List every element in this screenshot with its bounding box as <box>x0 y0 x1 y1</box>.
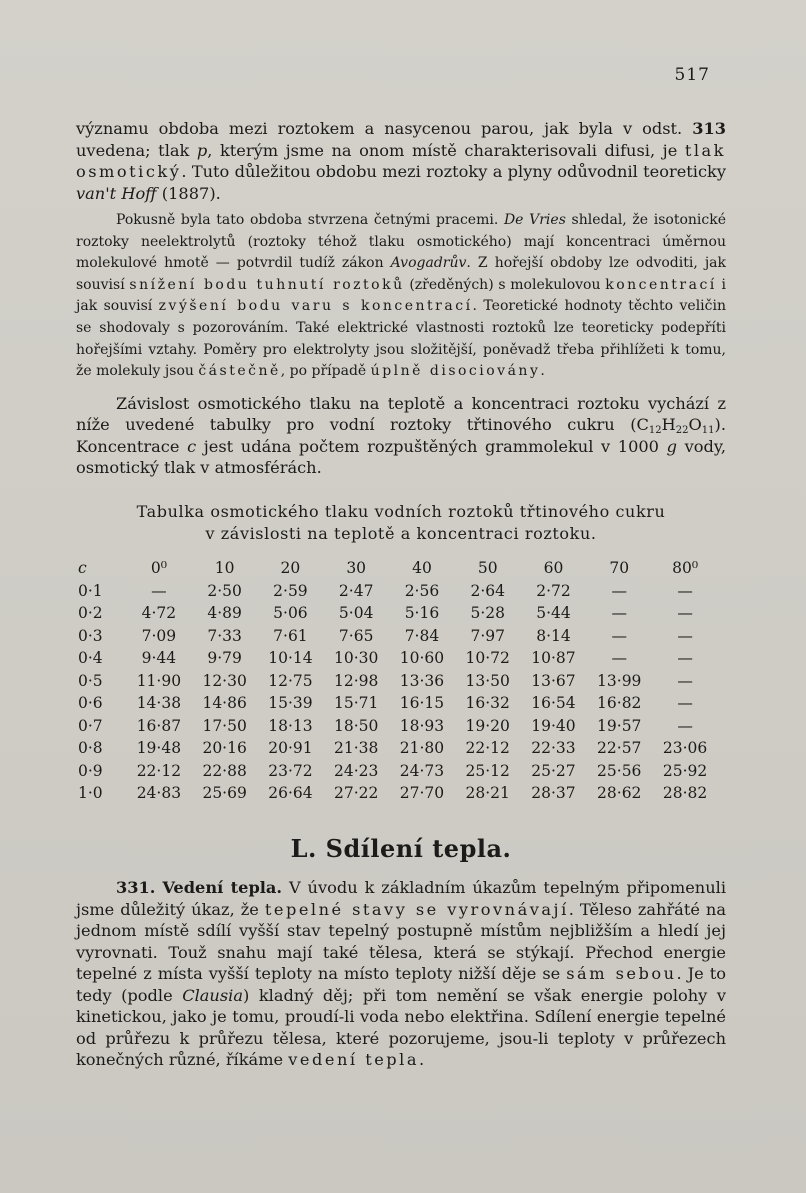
pressure-cell: 13·99 <box>597 671 642 690</box>
pressure-cell: 25·12 <box>465 761 510 780</box>
pressure-cell: 26·64 <box>268 784 313 802</box>
pressure-cell: — <box>677 581 693 600</box>
pressure-cell: 18·93 <box>399 716 445 735</box>
column-header-temp: 30 <box>346 559 367 577</box>
pressure-cell: 7·09 <box>141 626 177 645</box>
table-row <box>78 759 718 782</box>
pressure-cell: 22·33 <box>531 739 576 757</box>
paragraph-2: Pokusně byla tato obdoba stvrzena četnými pracemi. De Vries shledal, že isotonické roztoky neelektrolytů (roztoky téhož tlaku osmotického) mají koncentraci úměrnou molekulové hmotě — potvrdil tudíž zákon Avogadrův. Z hořejší obdoby lze odvoditi, jak souvisí snížení bodu tuhnutí roztoků (zředěných) s molekulovou koncentrací i jak souvisí zvýšení bodu varu s koncentrací. Teoretické hodnoty těchto veličin se shodovaly s pozorováním. Také elektrické vlastnosti roztoků lze teoreticky podepříti hořejšími vztahy. Poměry pro elektrolyty jsou složitější, poněvadž třeba přihlížeti k tomu, že molekuly jsou částečně, po případě úplně disociovány. <box>76 212 726 380</box>
pressure-cell: — <box>677 716 693 735</box>
table-row <box>78 669 718 692</box>
pressure-cell: 25·56 <box>597 761 642 780</box>
pressure-cell: 12·98 <box>333 671 379 690</box>
pressure-cell: — <box>611 604 627 622</box>
table-row <box>78 714 718 737</box>
pressure-cell: 17·50 <box>202 716 247 735</box>
pressure-cell: 25·69 <box>202 784 247 802</box>
pressure-cell: 9·79 <box>207 649 242 667</box>
column-header-temp: 60 <box>543 559 564 577</box>
pressure-cell: 19·57 <box>597 716 642 735</box>
pressure-cell: 5·28 <box>470 604 505 622</box>
pressure-cell: 7·65 <box>338 626 374 645</box>
pressure-cell: 4·72 <box>141 604 177 622</box>
pressure-cell: 2·64 <box>470 581 505 600</box>
concentration-cell: 0·1 <box>78 581 103 600</box>
pressure-cell: 5·04 <box>338 604 374 622</box>
pressure-cell: 18·13 <box>268 716 313 735</box>
pressure-cell: 16·32 <box>465 694 510 712</box>
pressure-cell: 10·87 <box>531 649 576 667</box>
pressure-cell: 8·14 <box>536 626 571 645</box>
column-header-temp: 50 <box>477 559 498 577</box>
pressure-cell: 2·47 <box>338 581 374 600</box>
pressure-cell: 10·72 <box>465 649 510 667</box>
page-number: 517 <box>674 65 710 85</box>
paragraph-1: významu obdoba mezi roztokem a nasycenou parou, jak byla v odst. 313 uvedena; tlak p, kterým jsme na onom místě charakterisovali difusi, je tlak osmotický. Tuto důležitou obdobu mezi roztoky a plyny odůvodnil teoreticky van't Hoff (1887). <box>76 119 726 203</box>
pressure-cell: 22·12 <box>465 739 510 757</box>
pressure-cell: — <box>677 626 693 645</box>
pressure-cell: 13·36 <box>399 671 445 690</box>
concentration-cell: 0·4 <box>78 649 103 667</box>
caption-line-2: v závislosti na teplotě a koncentraci roztoku. <box>205 523 597 543</box>
pressure-cell: — <box>151 581 167 600</box>
pressure-cell: 14·38 <box>136 694 182 712</box>
pressure-cell: 2·59 <box>273 581 308 600</box>
pressure-cell: 13·67 <box>531 671 576 690</box>
pressure-cell: 14·86 <box>202 694 247 712</box>
pressure-cell: — <box>677 649 693 667</box>
pressure-cell: 22·12 <box>136 761 182 780</box>
pressure-cell: 12·75 <box>268 671 313 690</box>
pressure-cell: 15·71 <box>333 694 379 712</box>
concentration-cell: 1·0 <box>78 784 103 802</box>
concentration-cell: 0·8 <box>78 739 103 757</box>
pressure-cell: 2·72 <box>536 581 571 600</box>
pressure-cell: 23·06 <box>662 739 708 757</box>
pressure-cell: 16·87 <box>136 716 182 735</box>
section-title: L. Sdílení tepla. <box>290 834 512 864</box>
column-header-temp: 0⁰ <box>150 559 167 577</box>
pressure-cell: 10·30 <box>333 649 379 667</box>
table-row <box>78 602 718 625</box>
pressure-cell: — <box>677 671 693 690</box>
pressure-cell: 16·54 <box>531 694 576 712</box>
column-header-temp: 10 <box>214 559 235 577</box>
pressure-cell: 12·30 <box>202 671 247 690</box>
pressure-cell: 25·27 <box>531 761 576 780</box>
pressure-cell: — <box>677 694 693 712</box>
pressure-cell: 4·89 <box>207 604 242 622</box>
pressure-cell: 24·23 <box>333 761 379 780</box>
concentration-cell: 0·7 <box>78 716 103 735</box>
table-row <box>78 782 718 805</box>
caption-line-1: Tabulka osmotického tlaku vodních roztoků třtinového cukru <box>136 501 666 521</box>
pressure-cell: 15·39 <box>268 694 313 712</box>
pressure-cell: — <box>611 581 627 600</box>
pressure-cell: 7·33 <box>207 626 242 645</box>
pressure-cell: 7·97 <box>470 626 505 645</box>
pressure-cell: 21·80 <box>399 739 445 757</box>
pressure-cell: 24·73 <box>399 761 445 780</box>
pressure-cell: 28·37 <box>531 784 576 802</box>
column-header-temp: 70 <box>609 559 630 577</box>
pressure-cell: 27·22 <box>333 784 379 802</box>
pressure-cell: 28·62 <box>597 784 642 802</box>
pressure-cell: 11·90 <box>136 671 182 690</box>
pressure-cell: 10·60 <box>399 649 445 667</box>
page-content <box>76 118 726 1071</box>
table-row <box>78 624 718 647</box>
pressure-cell: 22·88 <box>202 761 247 780</box>
concentration-cell: 0·2 <box>78 604 103 622</box>
pressure-cell: 16·15 <box>399 694 445 712</box>
table-header-row <box>78 557 718 580</box>
concentration-cell: 0·6 <box>78 694 103 712</box>
pressure-cell: 7·84 <box>404 626 440 645</box>
pressure-cell: 5·16 <box>404 604 440 622</box>
pressure-cell: 2·56 <box>404 581 440 600</box>
pressure-cell: 5·44 <box>536 604 571 622</box>
table-row <box>78 737 718 760</box>
table-row <box>78 647 718 670</box>
pressure-cell: 5·06 <box>273 604 308 622</box>
pressure-cell: 28·21 <box>465 784 510 802</box>
pressure-cell: 16·82 <box>597 694 642 712</box>
pressure-cell: 10·14 <box>268 649 313 667</box>
pressure-cell: 20·91 <box>268 739 313 757</box>
pressure-cell: 22·57 <box>597 739 642 757</box>
pressure-cell: 2·50 <box>207 581 242 600</box>
table-caption <box>76 501 726 545</box>
pressure-cell: 13·50 <box>465 671 510 690</box>
table-row <box>78 692 718 715</box>
pressure-cell: 21·38 <box>333 739 379 757</box>
column-header-temp: 40 <box>412 559 432 577</box>
pressure-cell: 27·70 <box>399 784 445 802</box>
pressure-cell: 20·16 <box>202 739 247 757</box>
pressure-cell: 24·83 <box>136 784 182 802</box>
pressure-cell: — <box>677 604 693 622</box>
column-header-temp: 20 <box>280 559 301 577</box>
pressure-cell: — <box>611 649 627 667</box>
column-header-c: c <box>78 559 87 577</box>
concentration-cell: 0·9 <box>78 761 103 780</box>
pressure-cell: 7·61 <box>273 626 308 645</box>
concentration-cell: 0·5 <box>78 671 103 690</box>
table-row <box>78 579 718 602</box>
pressure-cell: 23·72 <box>268 761 313 780</box>
pressure-cell: 19·20 <box>465 716 510 735</box>
column-header-temp: 80⁰ <box>672 559 699 577</box>
pressure-cell: 18·50 <box>333 716 379 735</box>
pressure-cell: 25·92 <box>662 761 708 780</box>
pressure-cell: 19·48 <box>136 739 182 757</box>
paragraph-4: 331. Vedení tepla. V úvodu k základním úkazům tepelným připomenuli jsme důležitý úkaz, že tepelné stavy se vyrovnávají. Těleso zahřáté na jednom místě sdílí vyšší stav tepelný postupně místům nejbližším a hledí jej vyrovnati. Touž snahu mají také tělesa, která se stýkají. Přechod energie tepelné z místa vyšší teploty na místo teploty nižší děje se sám sebou. Je to tedy (podle Clausia) kladný děj; při tom nemění se však energie polohy v kinetickou, jako je tomu, proudí-li voda nebo elektřina. Sdílení energie tepelné od průřezu k průřezu tělesa, které pozorujeme, jsou-li teploty v průřezech konečných různé, říkáme vedení tepla. <box>76 878 727 1070</box>
osmotic-pressure-table <box>78 557 718 805</box>
pressure-cell: 9·44 <box>141 649 177 667</box>
paragraph-3: Závislost osmotického tlaku na teplotě a koncentraci roztoku vychází z níže uvedené tabulky pro vodní roztoky třtinového cukru $(C_{12}H_{22}O_{11})$. Koncentrace c jest udána počtem rozpuštěných grammolekul v 1000 g vody, osmotický tlak v atmosférách. <box>76 393 726 478</box>
pressure-cell: 28·82 <box>662 784 708 802</box>
pressure-cell: 19·40 <box>531 716 576 735</box>
pressure-cell: — <box>611 626 627 645</box>
concentration-cell: 0·3 <box>78 626 103 645</box>
